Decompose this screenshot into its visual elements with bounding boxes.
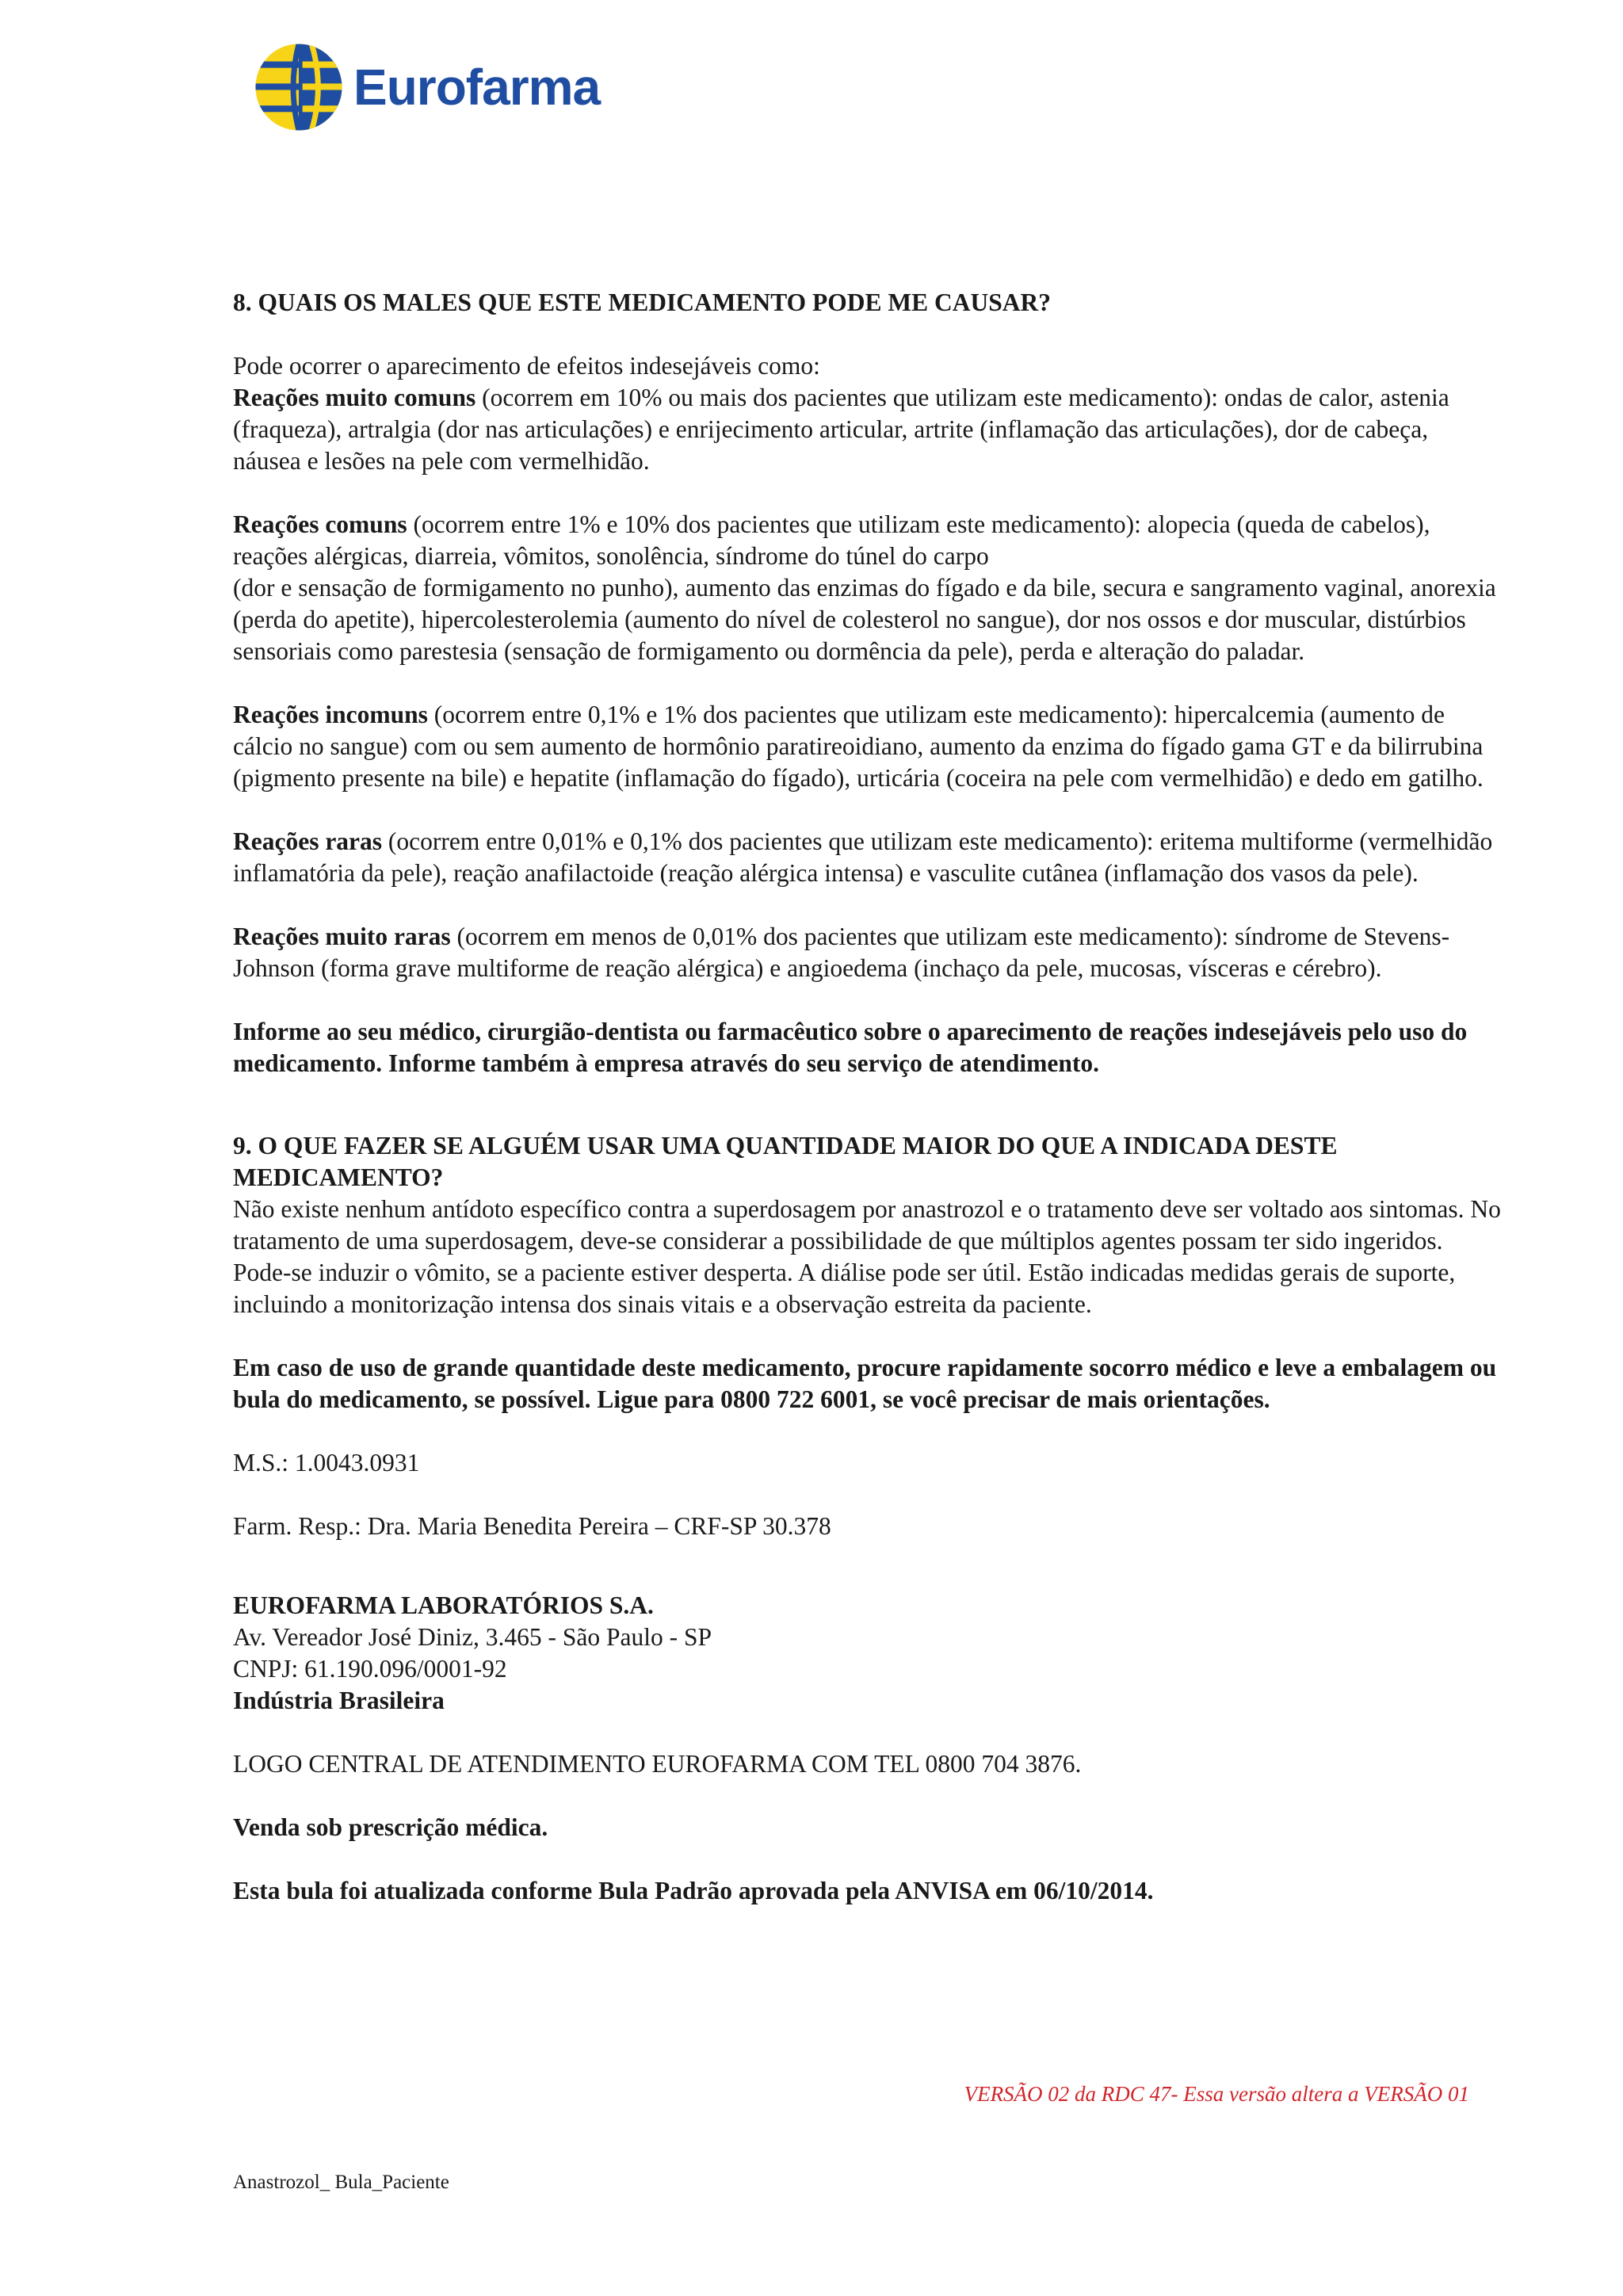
uncommon-text: (ocorrem entre 0,1% e 1% dos pacientes que utilizam este medicamento): hipercalcemia (aumento de cálcio no sangue) com ou sem aumento de hormônio paratireoidiano, aumento da enzima do fígado gama GT e da bilirrubina (pigmento presente na bile) e hepatite (inflamação do fígado), urticária (coceira na pele com vermelhidão) e dedo em gatilho. [233,701,1484,792]
leaflet-content [233,287,1501,1907]
rare-reactions [233,826,1501,889]
common-text-1: (ocorrem entre 1% e 10% dos pacientes que utilizam este medicamento): alopecia (queda de cabelos), reações alérgicas, diarreia, vômitos, sonolência, síndrome do túnel do carpo [233,510,1430,570]
rare-text: (ocorrem entre 0,01% e 0,1% dos pacientes que utilizam este medicamento): eritema multiforme (vermelhidão inflamatória da pele), reação anafilactoide (reação alérgica intensa) e vasculite cutânea (inflamação dos vasos da pele). [233,827,1493,887]
section-9-body: Não existe nenhum antídoto específico contra a superdosagem por anastrozol e o tratamento deve ser voltado aos sintomas. No tratamento de uma superdosagem, deve-se considerar a possibilidade de que múltiplos agentes possam ter sido ingeridos. Pode-se induzir o vômito, se a paciente estiver desperta. A diálise pode ser útil. Estão indicadas medidas gerais de suporte, incluindo a monitorização intensa dos sinais vitais e a observação estreita da paciente. [233,1195,1501,1318]
very-common-label: Reações muito comuns [233,384,476,411]
very-rare-label: Reações muito raras [233,923,451,950]
reaction-warning: Informe ao seu médico, cirurgião-dentista ou farmacêutico sobre o aparecimento de reações indesejáveis pelo uso do medicamento. Informe também à empresa através do seu serviço de atendimento. [233,1018,1468,1077]
section-8-intro: Pode ocorrer o aparecimento de efeitos indesejáveis como: [233,352,820,380]
company-name: EUROFARMA LABORATÓRIOS S.A. [233,1591,654,1619]
very-rare-text: (ocorrem em menos de 0,01% dos pacientes que utilizam este medicamento): síndrome de Stevens-Johnson (forma grave multiforme de reação alérgica) e angioedema (inchaço da pele, mucosas, vísceras e cérebro). [233,923,1450,982]
responsible-pharmacist: Farm. Resp.: Dra. Maria Benedita Pereira – CRF-SP 30.378 [233,1512,831,1540]
overdose-emergency: Em caso de uso de grande quantidade deste medicamento, procure rapidamente socorro médico e leve a embalagem ou bula do medicamento, se possível. Ligue para 0800 722 6001, se você precisar de mais orientações. [233,1354,1497,1413]
uncommon-label: Reações incomuns [233,701,428,728]
rare-label: Reações raras [233,827,383,855]
ms-registration: M.S.: 1.0043.0931 [233,1449,420,1477]
very-common-reactions [233,382,1501,477]
section-9-title: 9. O QUE FAZER SE ALGUÉM USAR UMA QUANTIDADE MAIOR DO QUE A INDICADA DESTE MEDICAMENTO? [233,1132,1338,1191]
common-reactions [233,509,1501,572]
company-cnpj: CNPJ: 61.190.096/0001-92 [233,1655,507,1683]
brand-name: Eurofarma [353,59,601,116]
industry-origin: Indústria Brasileira [233,1687,445,1714]
common-label: Reações comuns [233,510,407,538]
service-center: LOGO CENTRAL DE ATENDIMENTO EUROFARMA COM TEL 0800 704 3876. [233,1750,1082,1778]
version-note: VERSÃO 02 da RDC 47- Essa versão altera a VERSÃO 01 [964,2082,1469,2106]
update-note: Esta bula foi atualizada conforme Bula Padrão aprovada pela ANVISA em 06/10/2014. [233,1877,1154,1904]
section-8-title: 8. QUAIS OS MALES QUE ESTE MEDICAMENTO PODE ME CAUSAR? [233,288,1052,316]
document-footer: Anastrozol_ Bula_Paciente [233,2172,449,2193]
uncommon-reactions [233,699,1501,794]
very-common-text: (ocorrem em 10% ou mais dos pacientes que utilizam este medicamento): ondas de calor, astenia (fraqueza), artralgia (dor nas articulações) e enrijecimento articular, artrite (inflamação das articulações), dor de cabeça, náusea e lesões na pele com vermelhidão. [233,384,1449,475]
eurofarma-logo [252,41,600,133]
company-address: Av. Vereador José Diniz, 3.465 - São Paulo - SP [233,1623,712,1651]
very-rare-reactions [233,921,1501,984]
common-reactions-continued: (dor e sensação de formigamento no punho), aumento das enzimas do fígado e da bile, secura e sangramento vaginal, anorexia (perda do apetite), hipercolesterolemia (aumento do nível de colesterol no sangue), dor nos ossos e dor muscular, distúrbios sensoriais como parestesia (sensação de formigamento ou dormência da pele), perda e alteração do paladar. [233,574,1496,665]
globe-icon [252,41,346,133]
prescription-notice: Venda sob prescrição médica. [233,1813,548,1841]
